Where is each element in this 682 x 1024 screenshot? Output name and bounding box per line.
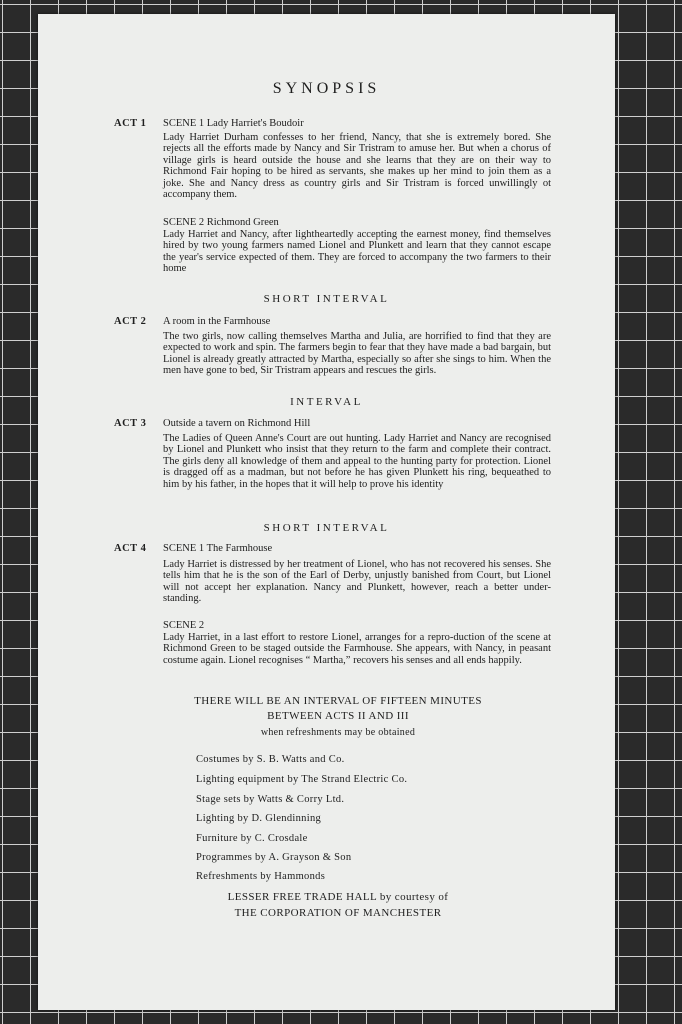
credit-lighting-equipment: Lighting equipment by The Strand Electric Co. bbox=[196, 774, 408, 785]
credit-stage-sets: Stage sets by Watts & Corry Ltd. bbox=[196, 794, 345, 805]
credit-lighting: Lighting by D. Glendinning bbox=[196, 813, 322, 824]
interval-2: INTERVAL bbox=[290, 396, 363, 408]
act-3-scene-heading: Outside a tavern on Richmond Hill bbox=[163, 418, 311, 429]
act-4-scene-2-heading: SCENE 2 bbox=[163, 620, 205, 631]
act-3-text: The Ladies of Queen Anne's Court are out hunting. Lady Harriet and Nancy are recognised by Lionel and Plunkett who insist that they return to the farm and complete their contract. The girls deny all knowledge of them and appeal to the hunting party for protection. Lionel is dragged off as a madman, but not before he has given Plunkett his ring, bequeathed to him by his father, in the hopes that it will help to prove his identity bbox=[163, 433, 551, 490]
act-1-label: ACT 1 bbox=[114, 118, 147, 129]
synopsis-title: SYNOPSIS bbox=[272, 80, 381, 97]
act-1-scene-1-heading: SCENE 1 Lady Harriet's Boudoir bbox=[163, 118, 304, 129]
credit-refreshments: Refreshments by Hammonds bbox=[196, 871, 326, 882]
credit-programmes: Programmes by A. Grayson & Son bbox=[196, 852, 352, 863]
act-4-scene-1-text: Lady Harriet is distressed by her treatment of Lionel, who has not recovered his senses. She tells him that he is the son of the Earl of Derby, unjustly banished from Court, but Lionel will not accept her explanation. Nancy and Plunkett, however, reach a better under-standing. bbox=[163, 559, 551, 605]
venue-line-2: THE CORPORATION OF MANCHESTER bbox=[234, 907, 442, 919]
credit-furniture: Furniture by C. Crosdale bbox=[196, 833, 308, 844]
interval-notice-line-2: BETWEEN ACTS II AND III bbox=[267, 710, 409, 722]
short-interval-1: SHORT INTERVAL bbox=[263, 293, 390, 305]
interval-notice-line-3: when refreshments may be obtained bbox=[260, 727, 416, 738]
act-4-scene-2-text: Lady Harriet, in a last effort to restore Lionel, arranges for a repro-duction of the scene at Richmond Green to be staged outside the Farmhouse. She appears, with Nancy, in peasant costume again. Lionel recognises “ Martha,” recovers his senses and all ends happily. bbox=[163, 632, 551, 666]
act-1-scene-1-text: Lady Harriet Durham confesses to her friend, Nancy, that she is extremely bored. She rejects all the efforts made by Nancy and Sir Tristram to amuse her. But when a chorus of village girls is heard outside the house and she learns that they are on their way to Richmond Fair hoping to be hired as servants, she makes up her mind to join them as a joke. She and Nancy dress as country girls and Sir Tristram is forced unwillingly ot accompany them. bbox=[163, 132, 551, 201]
act-4-scene-1-heading: SCENE 1 The Farmhouse bbox=[163, 543, 273, 554]
act-3-label: ACT 3 bbox=[114, 418, 147, 429]
credit-costumes: Costumes by S. B. Watts and Co. bbox=[196, 754, 345, 765]
act-1-scene-2-text: Lady Harriet and Nancy, after lightheartedly accepting the earnest money, find themselves hired by two young farmers named Lionel and Plunkett and learn that they cannot escape the year's service expected of them. They are forced to accompany the two farmers to their home bbox=[163, 229, 551, 275]
venue-line-1: LESSER FREE TRADE HALL by courtesy of bbox=[227, 891, 449, 903]
act-2-text: The two girls, now calling themselves Martha and Julia, are horrified to find that they are expected to work and spin. The farmers begin to fear that they have made a bad bargain, but Lionel is already greatly attracted by Martha, especially so after she sings to him. When the men have gone to bed, Sir Tristram appears and rescues the girls. bbox=[163, 331, 551, 377]
act-2-label: ACT 2 bbox=[114, 316, 147, 327]
short-interval-3: SHORT INTERVAL bbox=[263, 522, 390, 534]
act-4-label: ACT 4 bbox=[114, 543, 147, 554]
programme-page bbox=[38, 14, 615, 1010]
act-2-scene-heading: A room in the Farmhouse bbox=[163, 316, 271, 327]
act-1-scene-2-heading: SCENE 2 Richmond Green bbox=[163, 217, 279, 228]
interval-notice-line-1: THERE WILL BE AN INTERVAL OF FIFTEEN MINUTES bbox=[194, 695, 482, 707]
